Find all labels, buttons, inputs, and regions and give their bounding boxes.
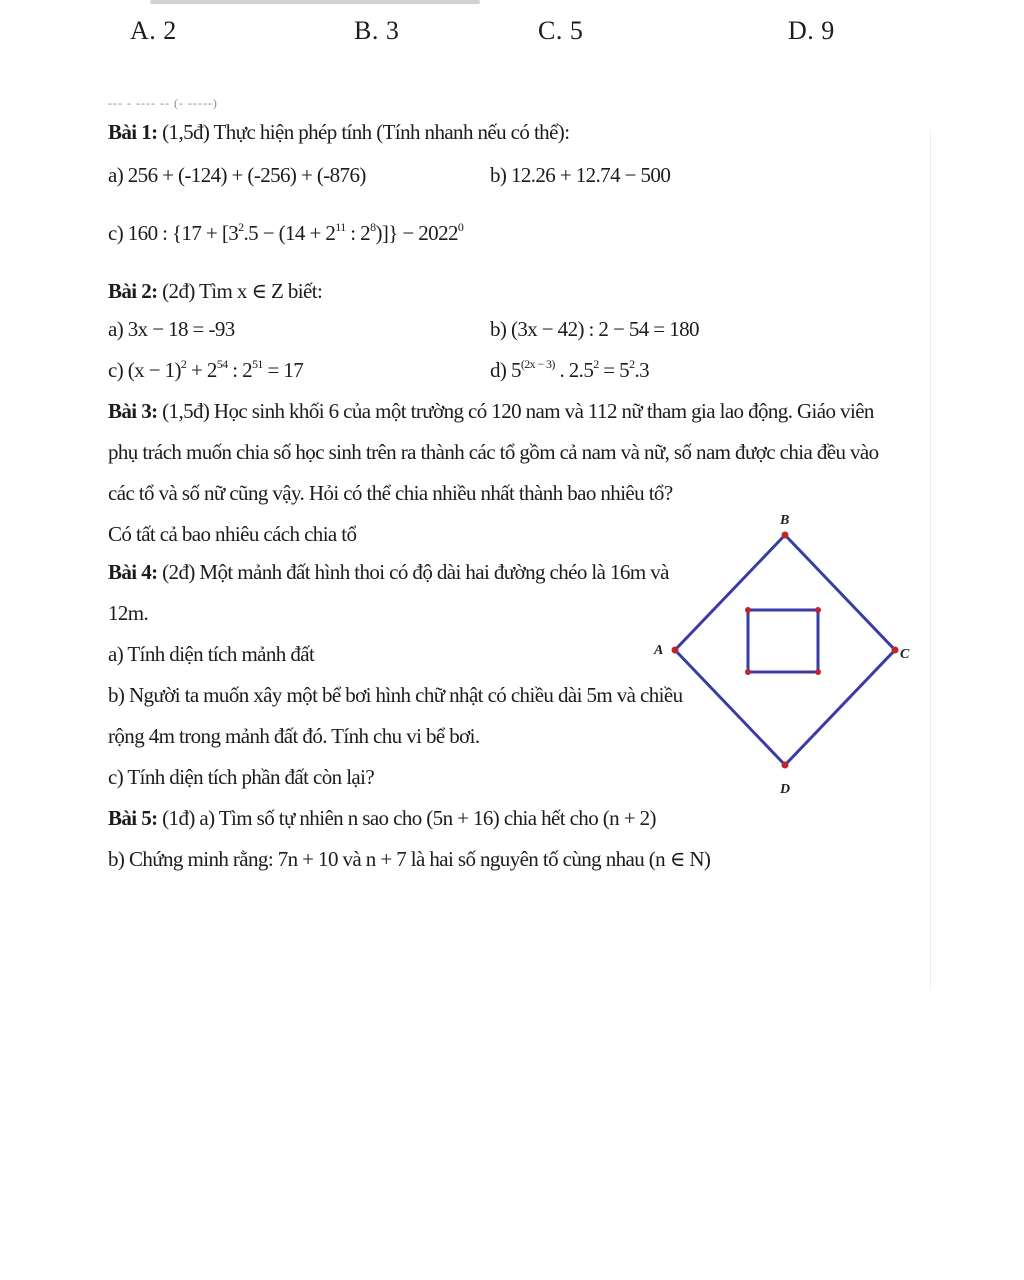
cropped-top-line: [150, 0, 480, 4]
vertex-c-label: C: [900, 647, 910, 662]
pool-rectangle: [748, 610, 818, 672]
bai1-c-text-1: c) 160 : {17 + [3: [108, 221, 239, 245]
vertex-a-label: A: [654, 643, 664, 658]
bai3-line-1: [108, 399, 874, 424]
bai3-text-1: (1,5đ) Học sinh khối 6 của một trường có 120 nam và 112 nữ tham gia lao động. Giáo viên: [157, 399, 874, 423]
bai2-d-exp-2: 2: [593, 357, 599, 371]
rhombus-shape: [675, 535, 895, 765]
bai2-c-text-3: : 2: [227, 358, 253, 382]
bai2-d-text-1: d) 5: [490, 358, 521, 382]
bai5-part-a: (1đ) a) Tìm số tự nhiên n sao cho (5n + 16) chia hết cho (n + 2): [157, 806, 656, 830]
bai1-text: (1,5đ) Thực hiện phép tính (Tính nhanh nếu có thể):: [157, 120, 570, 144]
choice-b: B. 3: [354, 16, 400, 45]
bai5-title: Bài 5:: [108, 806, 158, 830]
bai2-part-c: [108, 358, 303, 383]
scan-edge-line: [930, 130, 931, 990]
bai2-c-text-1: c) (x − 1): [108, 358, 181, 382]
bai3-line-2: phụ trách muốn chia số học sinh trên ra thành các tổ gồm cả nam và nữ, số nam được chia đều vào: [108, 440, 879, 464]
bai2-title: Bài 2:: [108, 279, 158, 303]
pool-corner-point: [815, 669, 821, 675]
bai2-part-b: b) (3x − 42) : 2 − 54 = 180: [490, 317, 699, 341]
vertex-a-point: [672, 647, 679, 654]
bai4-part-c: c) Tính diện tích phần đất còn lại?: [108, 765, 375, 789]
bai2-c-exp-2: 54: [216, 357, 228, 371]
bai1-c-text-3: : 2: [345, 221, 371, 245]
bai2-part-a: a) 3x − 18 = -93: [108, 317, 235, 341]
bai2-c-text-2: + 2: [186, 358, 217, 382]
bai1-c-exp-1: 2: [238, 220, 244, 234]
bai4-part-b-line-2: rộng 4m trong mảnh đất đó. Tính chu vi bể bơi.: [108, 724, 480, 748]
bai4-part-a: a) Tính diện tích mảnh đất: [108, 642, 315, 666]
bai1-part-c: [108, 221, 463, 246]
bai2-c-exp-3: 51: [252, 357, 263, 371]
bai2-text: (2đ) Tìm x ∈ Z biết:: [157, 279, 323, 303]
choice-d: D. 9: [788, 16, 835, 45]
bai1-c-exp-2: 11: [335, 220, 346, 234]
bai5-part-b: b) Chứng minh rằng: 7n + 10 và n + 7 là hai số nguyên tố cùng nhau (n ∈ N): [108, 847, 711, 871]
bai4-line-1: [108, 560, 669, 585]
rhombus-figure: [640, 500, 930, 810]
pool-corner-point: [815, 607, 821, 613]
faded-section-header: --- - ---- -- (- -----): [108, 96, 218, 110]
bai3-title: Bài 3:: [108, 399, 158, 423]
bai2-c-exp-1: 2: [180, 357, 187, 371]
choice-a: A. 2: [130, 16, 177, 45]
choice-c: C. 5: [538, 16, 584, 45]
bai4-text-1: (2đ) Một mảnh đất hình thoi có độ dài hai đường chéo là 16m và: [157, 560, 669, 584]
bai5-line-1: [108, 806, 656, 831]
bai2-d-text-3: = 5: [598, 358, 630, 382]
vertex-b-point: [782, 532, 789, 539]
bai2-part-d: [490, 358, 649, 383]
bai2-heading: [108, 279, 322, 304]
bai3-line-3: các tổ và số nữ cũng vậy. Hỏi có thể chia nhiều nhất thành bao nhiêu tổ?: [108, 481, 673, 505]
bai1-part-a: a) 256 + (-124) + (-256) + (-876): [108, 163, 366, 187]
vertex-d-label: D: [780, 782, 791, 797]
bai4-line-2: 12m.: [108, 601, 149, 625]
pool-corner-point: [745, 669, 751, 675]
bai1-c-text-4: )]} − 2022: [375, 221, 458, 245]
bai2-d-text-2: . 2.5: [554, 358, 594, 382]
bai4-part-b-line-1: b) Người ta muốn xây một bể bơi hình chữ nhật có chiều dài 5m và chiều: [108, 683, 683, 707]
bai2-d-exp-1: (2x − 3): [520, 357, 555, 371]
bai2-d-text-4: .3: [634, 358, 650, 382]
bai1-c-text-2: .5 − (14 + 2: [243, 221, 336, 245]
vertex-b-label: B: [780, 513, 790, 528]
vertex-c-point: [892, 647, 899, 654]
bai1-title: Bài 1:: [108, 120, 158, 144]
bai2-c-text-4: = 17: [262, 358, 304, 382]
vertex-d-point: [782, 762, 789, 769]
bai2-d-exp-3: 2: [629, 357, 635, 371]
bai1-heading: [108, 120, 569, 145]
bai1-c-exp-3: 8: [370, 220, 376, 234]
bai3-line-4: Có tất cả bao nhiêu cách chia tổ: [108, 522, 357, 546]
pool-corner-point: [745, 607, 751, 613]
bai4-title: Bài 4:: [108, 560, 158, 584]
bai1-c-exp-4: 0: [457, 220, 464, 234]
bai1-part-b: b) 12.26 + 12.74 − 500: [490, 163, 671, 187]
